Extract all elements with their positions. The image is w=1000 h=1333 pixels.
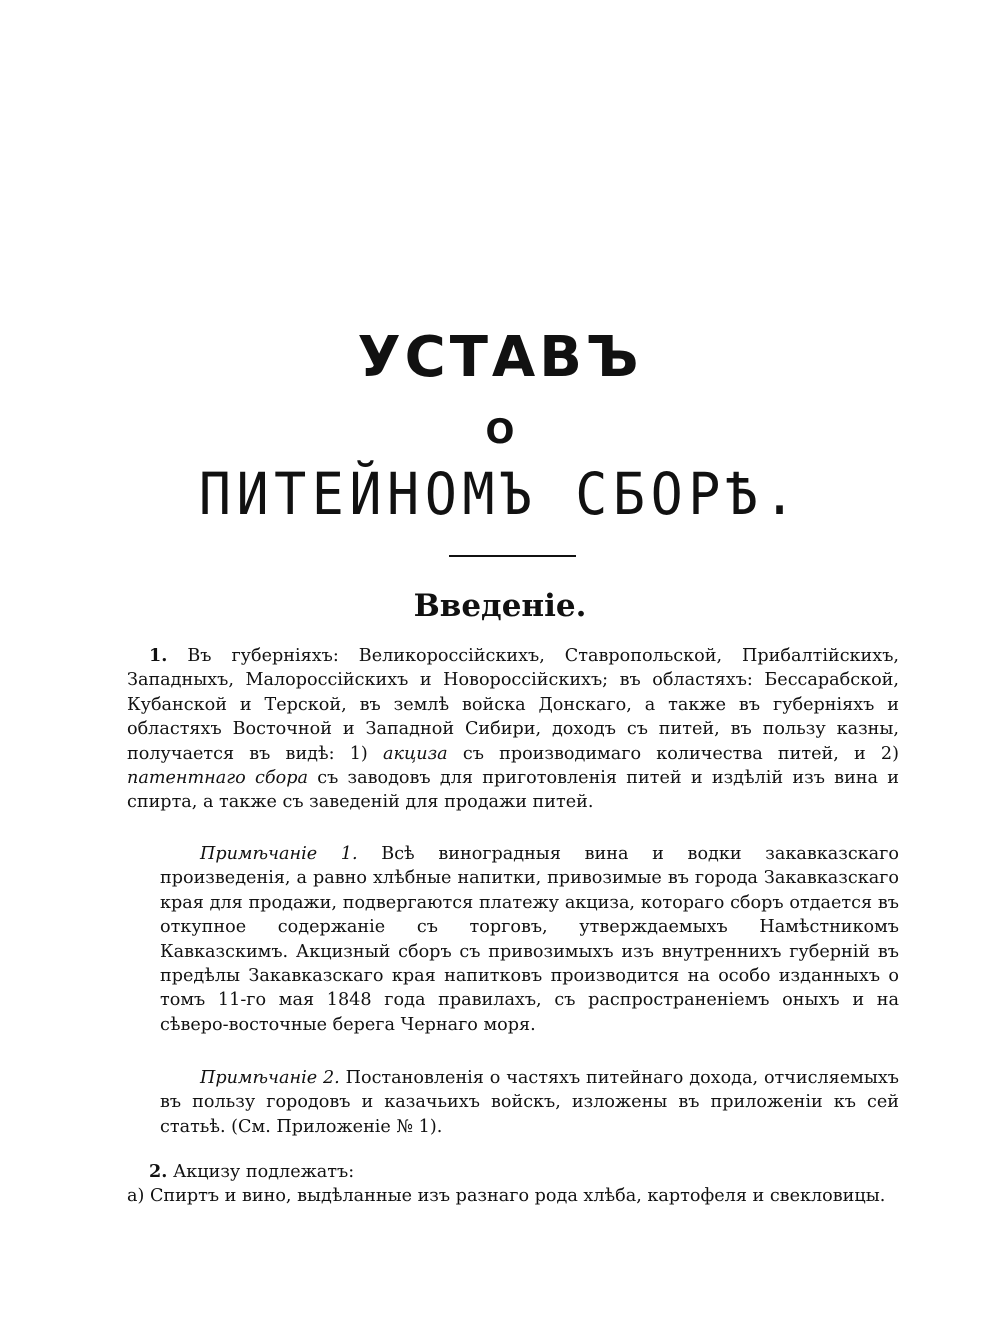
document-title: УСТАВЪ bbox=[357, 325, 643, 390]
note-2-text: Постановленія о частяхъ питейнаго дохода, отчисляемыхъ въ пользу городовъ и казачьихъ войскъ, изложены въ приложеніи къ сей статьѣ. (См. Приложеніе № 1). bbox=[160, 1068, 899, 1137]
article-1-text-b: съ производимаго количества питей, и 2) bbox=[447, 743, 899, 764]
document-subtitle: ПИТЕЙНОМЪ СБОРѢ. bbox=[198, 460, 802, 528]
article-1-number: 1. bbox=[149, 645, 168, 666]
note-1 bbox=[160, 842, 899, 1037]
article-1-text-c: съ заводовъ для приготовленія питей и издѣлій изъ вина и спирта, а также съ заведеній для продажи питей. bbox=[127, 768, 900, 813]
article-1 bbox=[127, 644, 899, 815]
article-1-term-patent-fee: патентнаго сбора bbox=[127, 768, 308, 789]
title-conjunction: О bbox=[485, 412, 515, 452]
note-1-text: Всѣ виноградныя вина и водки закавказскаго произведенія, а равно хлѣбные напитки, привозимые въ города Закавказскаго края для продажи, подвергаются платежу акциза, котораго сборъ отдается въ откупное содержаніе съ торговъ, утверждаемыхъ Намѣстникомъ Кавказскимъ. Акцизный сборъ съ привозимыхъ изъ внутреннихъ губерній въ предѣлы Закавказскаго края напитковъ производится на особо изданныхъ о томъ 11-го мая 1848 года правилахъ, съ распространеніемъ оныхъ и на сѣверо-восточные берега Чернаго моря. bbox=[160, 844, 899, 1035]
note-2-label: Примѣчаніе 2. bbox=[200, 1068, 340, 1088]
title-divider bbox=[449, 555, 576, 557]
article-1-text-a: Въ губерніяхъ: Великороссійскихъ, Ставропольской, Прибалтійскихъ, Западныхъ, Малороссійскихъ и Новороссійскихъ; въ областяхъ: Бессарабской, Кубанской и Терской, въ землѣ войска Донскаго, а также въ губерніяхъ и областяхъ Восточной и Западной Сибири, доходъ съ питей, въ пользу казны, получается въ видѣ: 1) bbox=[127, 646, 899, 764]
article-2-number: 2. bbox=[149, 1161, 168, 1182]
article-2 bbox=[127, 1160, 899, 1209]
article-2-item-a: а) Спиртъ и вино, выдѣланные изъ разнаго рода хлѣба, картофеля и свекловицы. bbox=[127, 1186, 886, 1207]
note-2 bbox=[160, 1066, 899, 1139]
article-2-text: Акцизу подлежатъ: bbox=[167, 1162, 355, 1182]
note-1-label: Примѣчаніе 1. bbox=[200, 844, 358, 864]
section-heading: Введеніе. bbox=[413, 588, 587, 624]
article-1-term-excise: акциза bbox=[382, 743, 448, 764]
